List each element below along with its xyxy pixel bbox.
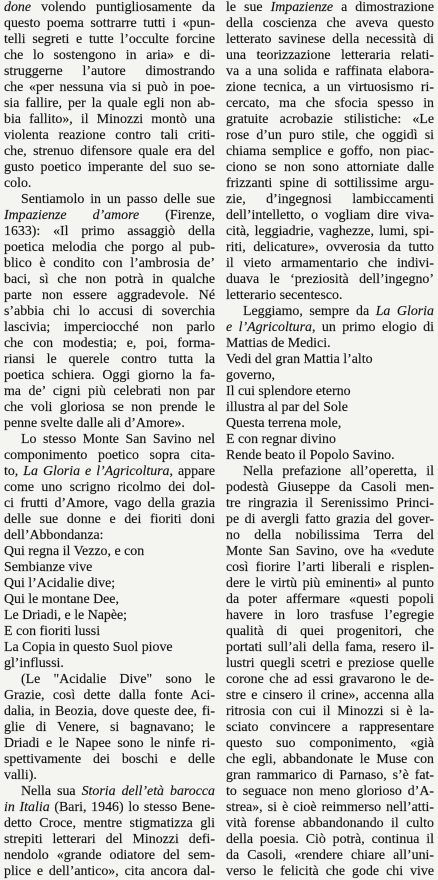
- text-line: da Casoli, «rendere chiare all’uni-: [226, 848, 434, 863]
- text-line: sciato convincere a rappresentare: [226, 720, 434, 735]
- verse-line: Vedi del gran Mattia l’alto: [226, 352, 373, 367]
- text-line: che, strenuo difensore quale era del: [4, 144, 215, 159]
- text-line: podestà Giuseppe da Casoli men-: [226, 480, 434, 495]
- text-line: che voli gloriosa se non prende le: [4, 400, 215, 415]
- text-line: Nella prefazione all’operetta, il: [243, 464, 434, 479]
- text-line: Sentiamolo in un passo delle sue: [21, 192, 215, 207]
- text-line: delle sue donne e dei fioriti doni: [4, 512, 215, 527]
- text-line: Driadi e le Napee sono le ninfe ri-: [4, 736, 215, 751]
- text-line: [4, 464, 215, 480]
- paragraph: [4, 784, 215, 880]
- text-run: Leggiamo, sempre da: [243, 304, 376, 319]
- text-line: plice e dell’antico», cita ancora dal-: [4, 864, 215, 879]
- text-line: rose d’un puro stile, che oggidì si: [226, 128, 434, 143]
- text-line: Monte San Savino, ove ha «vedute: [226, 544, 434, 559]
- text-run: a dimostrazione: [333, 0, 434, 15]
- text-line: corone che ad essi gravarono le de-: [226, 672, 434, 687]
- text-line: no della nobilissima Terra del: [226, 528, 434, 543]
- text-line: così fiorire l’arti liberali e risplen-: [226, 560, 434, 575]
- paragraph: [4, 0, 215, 192]
- text-line: che «per nessuna via si può in poe-: [4, 80, 215, 95]
- text-line: [226, 320, 434, 336]
- verse-line: Questa terrena mole,: [226, 416, 342, 431]
- text-line: valli).: [4, 768, 37, 783]
- text-line: ritrosia con cui il Minozzi si è la-: [226, 704, 434, 719]
- verse-line: Rende beato il Popolo Savino.: [226, 448, 395, 463]
- paragraph: [226, 464, 434, 880]
- verse-line: Qui le montane Dee,: [4, 592, 119, 607]
- verse-stanza: [226, 352, 434, 464]
- text-line: gratuite acrobazie stilistiche: «Le: [226, 112, 434, 127]
- text-run: , un primo elogio di: [311, 320, 434, 335]
- text-line: stre e cinsero il crine», accenna alla: [226, 688, 434, 703]
- text-line: strea», si è cioè reimmerso nell’atti-: [226, 800, 434, 815]
- italic-title-text: done: [4, 0, 32, 15]
- verse-line: illustra al par del Sole: [226, 400, 348, 415]
- text-line: dell’intelletto, o vogliam dire viva-: [226, 208, 434, 223]
- text-line: (Le "Acidalie Dive" sono le: [21, 672, 215, 687]
- text-line: letterario secentesco.: [226, 288, 343, 303]
- text-line: colo.: [4, 176, 32, 191]
- verse-line: E con fioriti lussi: [4, 624, 101, 639]
- text-line: Mattias de Medici.: [226, 336, 331, 351]
- text-line: [4, 0, 215, 16]
- text-line: gusto poetico imperante del suo se-: [4, 160, 215, 175]
- verse-line: Le Driadi, e le Napèe;: [4, 608, 128, 623]
- text-line: Lo stesso Monte San Savino nel: [21, 432, 215, 447]
- text-line: poetica melodia che porgo al pub-: [4, 240, 215, 255]
- verse-stanza: [4, 544, 215, 672]
- text-line: duava le ‘preziosità dell’ingegno’: [226, 272, 434, 287]
- text-line: struggerne l’autore dimostrando: [4, 64, 215, 79]
- text-line: detto Croce, mentre stigmatizza gli: [4, 816, 215, 831]
- text-line: [4, 208, 215, 224]
- text-line: [4, 784, 215, 800]
- paragraph: [226, 0, 434, 304]
- text-line: poetica schiera. Oggi giorno la fa-: [4, 368, 215, 383]
- verse-line: Il cui splendore eterno: [226, 384, 351, 399]
- text-line: questo suo componimento, «già: [226, 736, 434, 751]
- text-line: della coscienza che aveva questo: [226, 16, 434, 31]
- italic-title-text: La Gloria: [375, 304, 434, 319]
- text-run: to,: [4, 464, 24, 479]
- right-text-column: [226, 0, 434, 880]
- text-line: spettivamente dei boschi e delle: [4, 752, 215, 767]
- text-line: [226, 304, 434, 320]
- text-line: chiama semplice e goffo, non piac-: [226, 144, 434, 159]
- text-line: cercato, ma che sfocia spesso in: [226, 96, 434, 111]
- text-line: gran rammarico di Parnaso, s’è fat-: [226, 768, 434, 783]
- text-line: frizzanti spine di sottilissime argu-: [226, 176, 434, 191]
- text-line: una teorizzazione letteraria relati-: [226, 48, 434, 63]
- text-line: il vieto armamentario che indivi-: [226, 256, 434, 271]
- text-line: sia fallire, per la quale egli non ab-: [4, 96, 215, 111]
- text-run: (Firenze,: [139, 208, 215, 223]
- text-line: telli segreti e tutte l’occulte forcine: [4, 32, 215, 47]
- text-line: ci frutti d’Amore, vago della grazia: [4, 496, 215, 511]
- text-line: blico è condito con l’ambrosia de’: [4, 256, 215, 271]
- text-line: s’abbia chi lo accusi di soverchia: [4, 304, 215, 319]
- text-line: 1633): «Il primo assaggiò della: [4, 224, 215, 239]
- text-line: lascivia; imperciocché non parlo: [4, 320, 215, 335]
- text-line: riti, delicature», ovverosia da tutto: [226, 240, 434, 255]
- text-line: letterato savinese della necessità di: [226, 32, 434, 47]
- text-line: come uno scrigno ricolmo dei dol-: [4, 480, 215, 495]
- text-line: havere in loro trasfuse l’egregie: [226, 608, 434, 623]
- verse-line: La Copia in questo Suol piove: [4, 640, 173, 655]
- text-line: vità forense abbandonando il culto: [226, 816, 434, 831]
- text-line: da poter affermare «questi popoli: [226, 592, 434, 607]
- text-line: portati sull’ali della fama, resero il-: [226, 640, 434, 655]
- text-line: dell’Abbondanza:: [4, 528, 104, 543]
- text-line: bia fallito», il Minozzi montò una: [4, 112, 215, 127]
- text-line: ma de’ cigni più celebrati non par: [4, 384, 215, 399]
- text-line: violenta reazione contro tali criti-: [4, 128, 215, 143]
- text-line: riansi le querele contro tutta la: [4, 352, 215, 367]
- text-line: lustri quegli scetri e preziose quelle: [226, 656, 434, 671]
- text-run: Nella sua: [21, 784, 82, 799]
- text-line: nendolo «grande odiatore del sem-: [4, 848, 215, 863]
- text-line: componimento poetico sopra cita-: [4, 448, 215, 463]
- text-line: [226, 0, 434, 16]
- text-line: parte non essere aggradevole. Né: [4, 288, 215, 303]
- italic-title-text: Impazienze: [270, 0, 334, 15]
- text-line: tre ringrazia il Serenissimo Princi-: [226, 496, 434, 511]
- text-line: verso le felicità che gode chi vive: [226, 864, 434, 879]
- text-run: (Bari, 1946) lo stesso Bene-: [49, 800, 215, 815]
- left-text-column: [4, 0, 215, 880]
- verse-line: gl’influssi.: [4, 656, 64, 671]
- text-line: cità, leggiadrie, vaghezze, lumi, spi-: [226, 224, 434, 239]
- text-line: zione tecnica, a un virtuosismo ri-: [226, 80, 434, 95]
- text-line: della poesia. Ciò potrà, continua il: [226, 832, 434, 847]
- text-run: volendo puntigliosamente da: [31, 0, 215, 15]
- verse-line: Qui regna il Vezzo, e con: [4, 544, 145, 559]
- italic-title-text: e l’Agricoltura: [226, 320, 312, 335]
- text-run: , appare: [169, 464, 216, 479]
- text-line: baci, sì che non potrà in qualche: [4, 272, 215, 287]
- text-line: qualità di quei progenitori, che: [226, 624, 434, 639]
- verse-line: Qui l’Acidalie dive;: [4, 576, 116, 591]
- text-line: to seguace non meno glorioso d’A-: [226, 784, 434, 799]
- paragraph: [226, 304, 434, 352]
- text-line: zie, d’ingegnosi lambiccamenti: [226, 192, 434, 207]
- text-line: ciono se non sono attorniate dalle: [226, 160, 434, 175]
- italic-title-text: in Italia: [4, 800, 50, 815]
- text-line: che lo sostengono in aria» e di-: [4, 48, 215, 63]
- text-line: Grazie, così dette dalla fonte Aci-: [4, 688, 215, 703]
- paragraph: [4, 672, 215, 784]
- text-line: pe di avergli fatto grazia del gover-: [226, 512, 434, 527]
- text-run: le sue: [226, 0, 271, 15]
- verse-line: E con regnar divino: [226, 432, 336, 447]
- italic-title-text: Storia dell’età barocca: [81, 784, 215, 799]
- verse-line: governo,: [226, 368, 275, 383]
- text-line: che con modestia; e, poi, forma-: [4, 336, 215, 351]
- text-line: dere le virtù più eminenti» al punto: [226, 576, 434, 591]
- verse-line: Sembianze vive: [4, 560, 93, 575]
- text-line: che egli, abbandonate le Muse con: [226, 752, 434, 767]
- paragraph: [4, 192, 215, 432]
- italic-title-text: Impazienze d’amore: [4, 208, 140, 223]
- paragraph: [4, 432, 215, 544]
- text-line: penne svelte dalle ali d’Amore».: [4, 416, 185, 431]
- text-line: [4, 800, 215, 816]
- italic-title-text: La Gloria e l’Agricoltura: [23, 464, 170, 479]
- text-line: va a una solida e raffinata elabora-: [226, 64, 434, 79]
- text-line: dalia, in Beozia, dove queste dee, fi-: [4, 704, 215, 719]
- text-line: strepiti letterari del Minozzi defi-: [4, 832, 215, 847]
- text-line: questo poema sottrarre tutti i «pun-: [4, 16, 215, 31]
- text-line: glie di Venere, si bagnavano; le: [4, 720, 215, 735]
